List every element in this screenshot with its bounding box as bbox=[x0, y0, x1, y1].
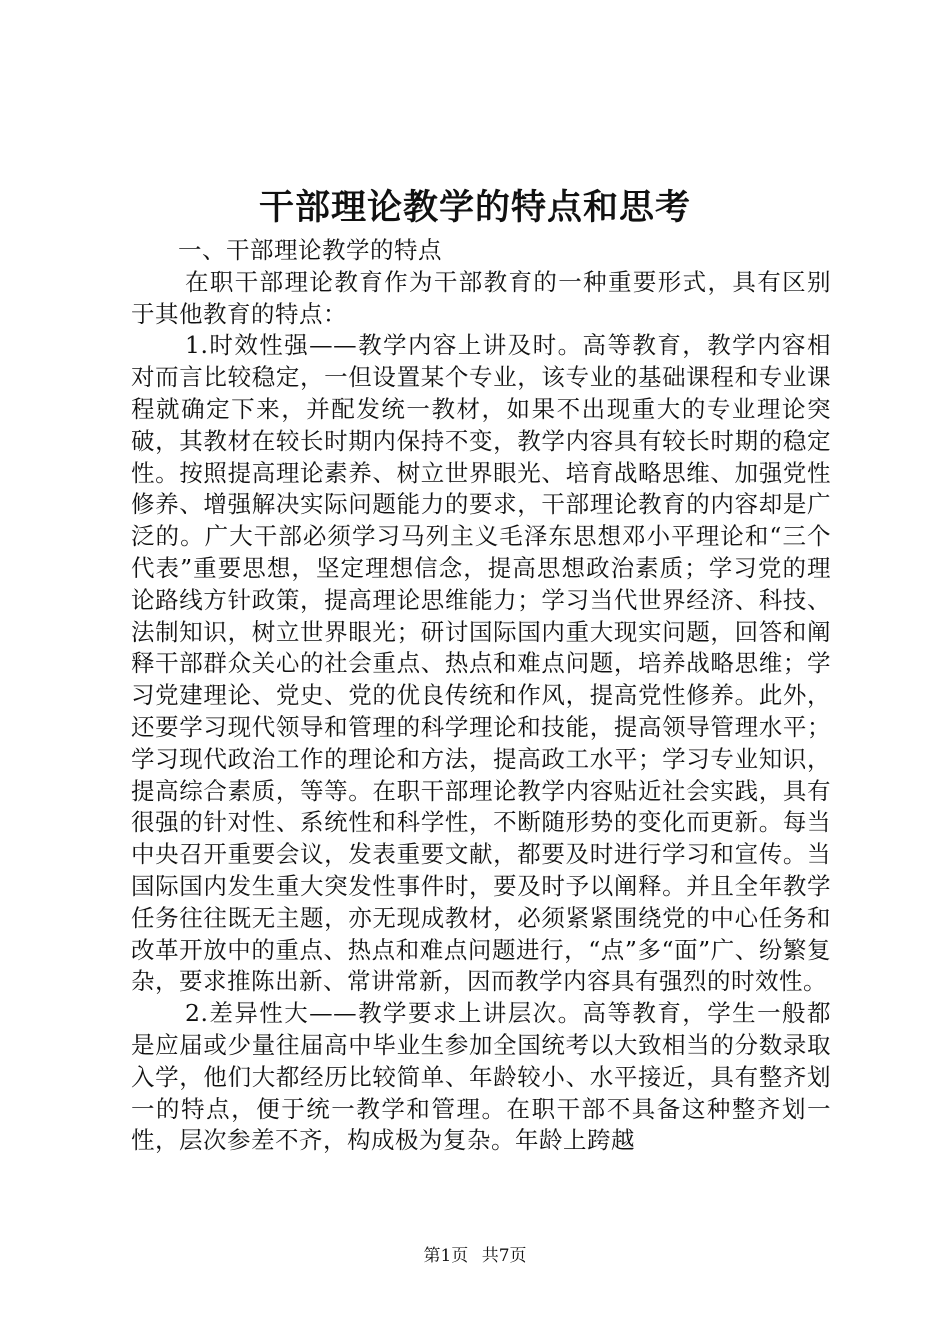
page-footer bbox=[0, 1245, 950, 1267]
paragraph-point-1: 1.时效性强——教学内容上讲及时。高等教育，教学内容相对而言比较稳定，一但设置某个专业，该专业的基础课程和专业课程就确定下来，并配发统一教材，如果不出现重大的专业理论突破，其教材在较长时期内保持不变，教学内容具有较长时期的稳定性。按照提高理论素养、树立世界眼光、培育战略思维、加强党性修养、增强解决实际问题能力的要求，干部理论教育的内容却是广泛的。广大干部必须学习马列主义毛泽东思想邓小平理论和“三个代表”重要思想，坚定理想信念，提高思想政治素质；学习党的理论路线方针政策，提高理论思维能力；学习当代世界经济、科技、法制知识，树立世界眼光；研讨国际国内重大现实问题，回答和阐释干部群众关心的社会重点、热点和难点问题，培养战略思维；学习党建理论、党史、党的优良传统和作风，提高党性修养。此外，还要学习现代领导和管理的科学理论和技能，提高领导管理水平；学习现代政治工作的理论和方法，提高政工水平；学习专业知识，提高综合素质，等等。在职干部理论教学内容贴近社会实践，具有很强的针对性、系统性和科学性，不断随形势的变化而更新。每当中央召开重要会议，发表重要文献，都要及时进行学习和宣传。当国际国内发生重大突发性事件时，要及时予以阐释。并且全年教学任务往往既无主题，亦无现成教材，必须紧紧围绕党的中心任务和改革开放中的重点、热点和难点问题进行，“点”多“面”广、纷繁复杂，要求推陈出新、常讲常新，因而教学内容具有强烈的时效性。 bbox=[131, 331, 831, 996]
section-heading: 一、干部理论教学的特点 bbox=[178, 236, 442, 264]
paragraph-point-2: 2.差异性大——教学要求上讲层次。高等教育，学生一般都是应届或少量往届高中毕业生参加全国统考以大致相当的分数录取入学，他们大都经历比较简单、年龄较小、水平接近，具有整齐划一的特点，便于统一教学和管理。在职干部不具备这种整齐划一性，层次参差不齐，构成极为复杂。年龄上跨越 bbox=[131, 999, 831, 1155]
page-number: 第1页 bbox=[423, 1246, 469, 1266]
document-body bbox=[131, 235, 831, 1157]
document-title: 干部理论教学的特点和思考 bbox=[258, 187, 691, 228]
page-total: 共7页 bbox=[481, 1246, 527, 1266]
intro-paragraph: 在职干部理论教育作为干部教育的一种重要形式，具有区别于其他教育的特点： bbox=[131, 267, 831, 328]
